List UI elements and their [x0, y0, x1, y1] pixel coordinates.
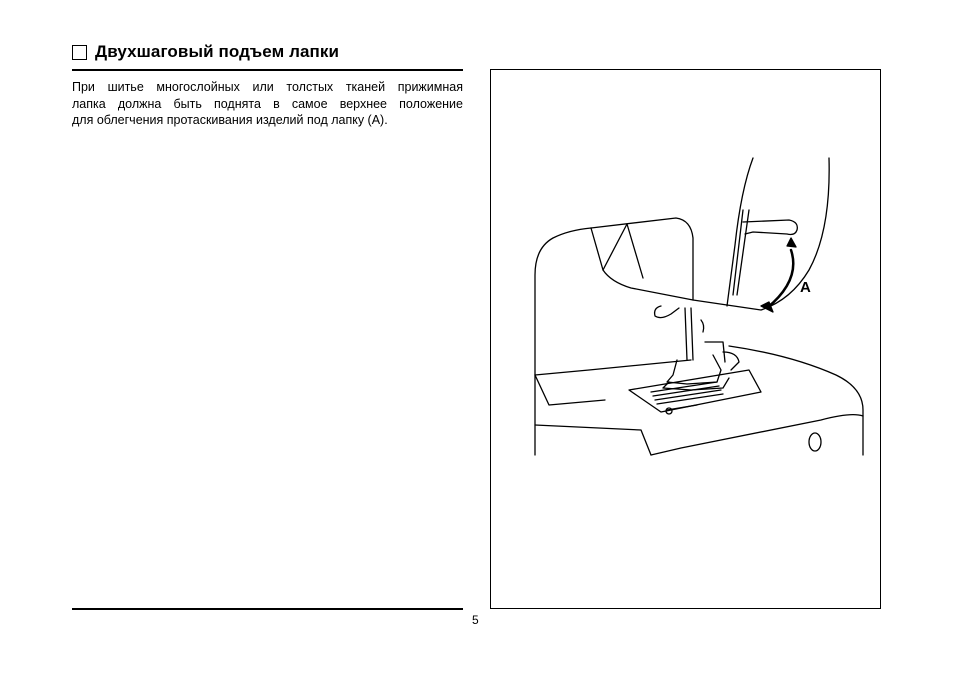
section-title: Двухшаговый подъем лапки	[95, 42, 340, 61]
section-paragraph	[72, 79, 463, 129]
top-divider	[72, 69, 463, 71]
checkbox-icon	[72, 45, 87, 60]
figure-label-a: A	[800, 279, 811, 296]
page-number: 5	[472, 613, 479, 627]
paragraph-line: лапка должна быть поднята в самое верхнее положение	[72, 96, 463, 111]
section-heading	[72, 42, 339, 62]
bottom-divider	[72, 608, 463, 610]
sewing-machine-illustration	[491, 70, 882, 610]
paragraph-line: для облегчения протаскивания изделий под лапку (А).	[72, 113, 388, 127]
paragraph-line: При шитье многослойных или толстых тканей прижимная	[72, 80, 463, 94]
figure-frame	[490, 69, 881, 609]
